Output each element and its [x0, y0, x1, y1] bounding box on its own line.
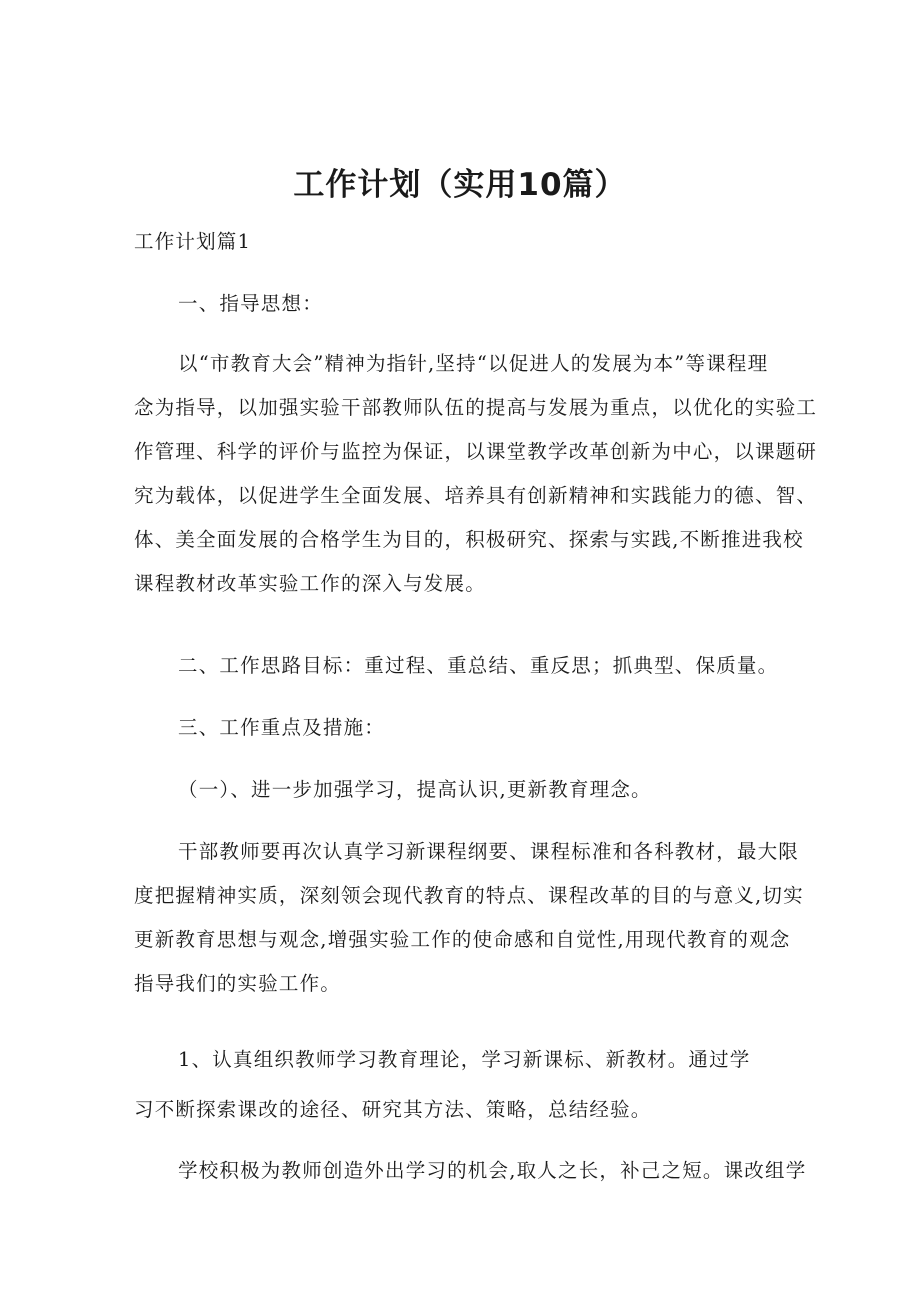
section-heading: 工作计划篇1: [134, 230, 252, 253]
subheading-study: （一）、进一步加强学习，提高认识,更新教育理念。: [178, 778, 652, 801]
heading-work-goals: 二、工作思路目标：重过程、重总结、重反思；抓典型、保质量。: [178, 654, 779, 677]
paragraph-line: 指导我们的实验工作。: [134, 972, 342, 995]
paragraph-line: 念为指导，以加强实验干部教师队伍的提高与发展为重点，以优化的实验工: [134, 396, 818, 419]
paragraph-line: 度把握精神实质，深刻领会现代教育的特点、课程改革的目的与意义,切实: [134, 884, 804, 907]
paragraph-line: 体、美全面发展的合格学生为目的，积极研究、探索与实践,不断推进我校: [134, 528, 804, 551]
heading-guiding-ideology: 一、指导思想：: [178, 292, 323, 315]
paragraph-line: 1、认真组织教师学习教育理论，学习新课标、新教材。通过学: [178, 1048, 751, 1071]
paragraph-line: 作管理、科学的评价与监控为保证，以课堂教学改革创新为中心，以课题研: [134, 440, 818, 463]
paragraph-line: 干部教师要再次认真学习新课程纲要、课程标准和各科教材，最大限: [178, 840, 800, 863]
paragraph-line: 以“市教育大会”精神为指针,坚持“以促进人的发展为本”等课程理: [178, 352, 769, 375]
paragraph-line: 究为载体，以促进学生全面发展、培养具有创新精神和实践能力的德、智、: [134, 484, 818, 507]
document-title: 工作计划（实用10篇）: [293, 167, 627, 203]
paragraph-line: 课程教材改革实验工作的深入与发展。: [134, 572, 486, 595]
paragraph-line: 更新教育思想与观念,增强实验工作的使命感和自觉性,用现代教育的观念: [134, 928, 791, 951]
paragraph-line: 习不断探索课改的途径、研究其方法、策略，总结经验。: [134, 1098, 652, 1121]
heading-work-focus: 三、工作重点及措施：: [178, 716, 386, 739]
paragraph-line: 学校积极为教师创造外出学习的机会,取人之长，补己之短。课改组学: [178, 1159, 807, 1182]
